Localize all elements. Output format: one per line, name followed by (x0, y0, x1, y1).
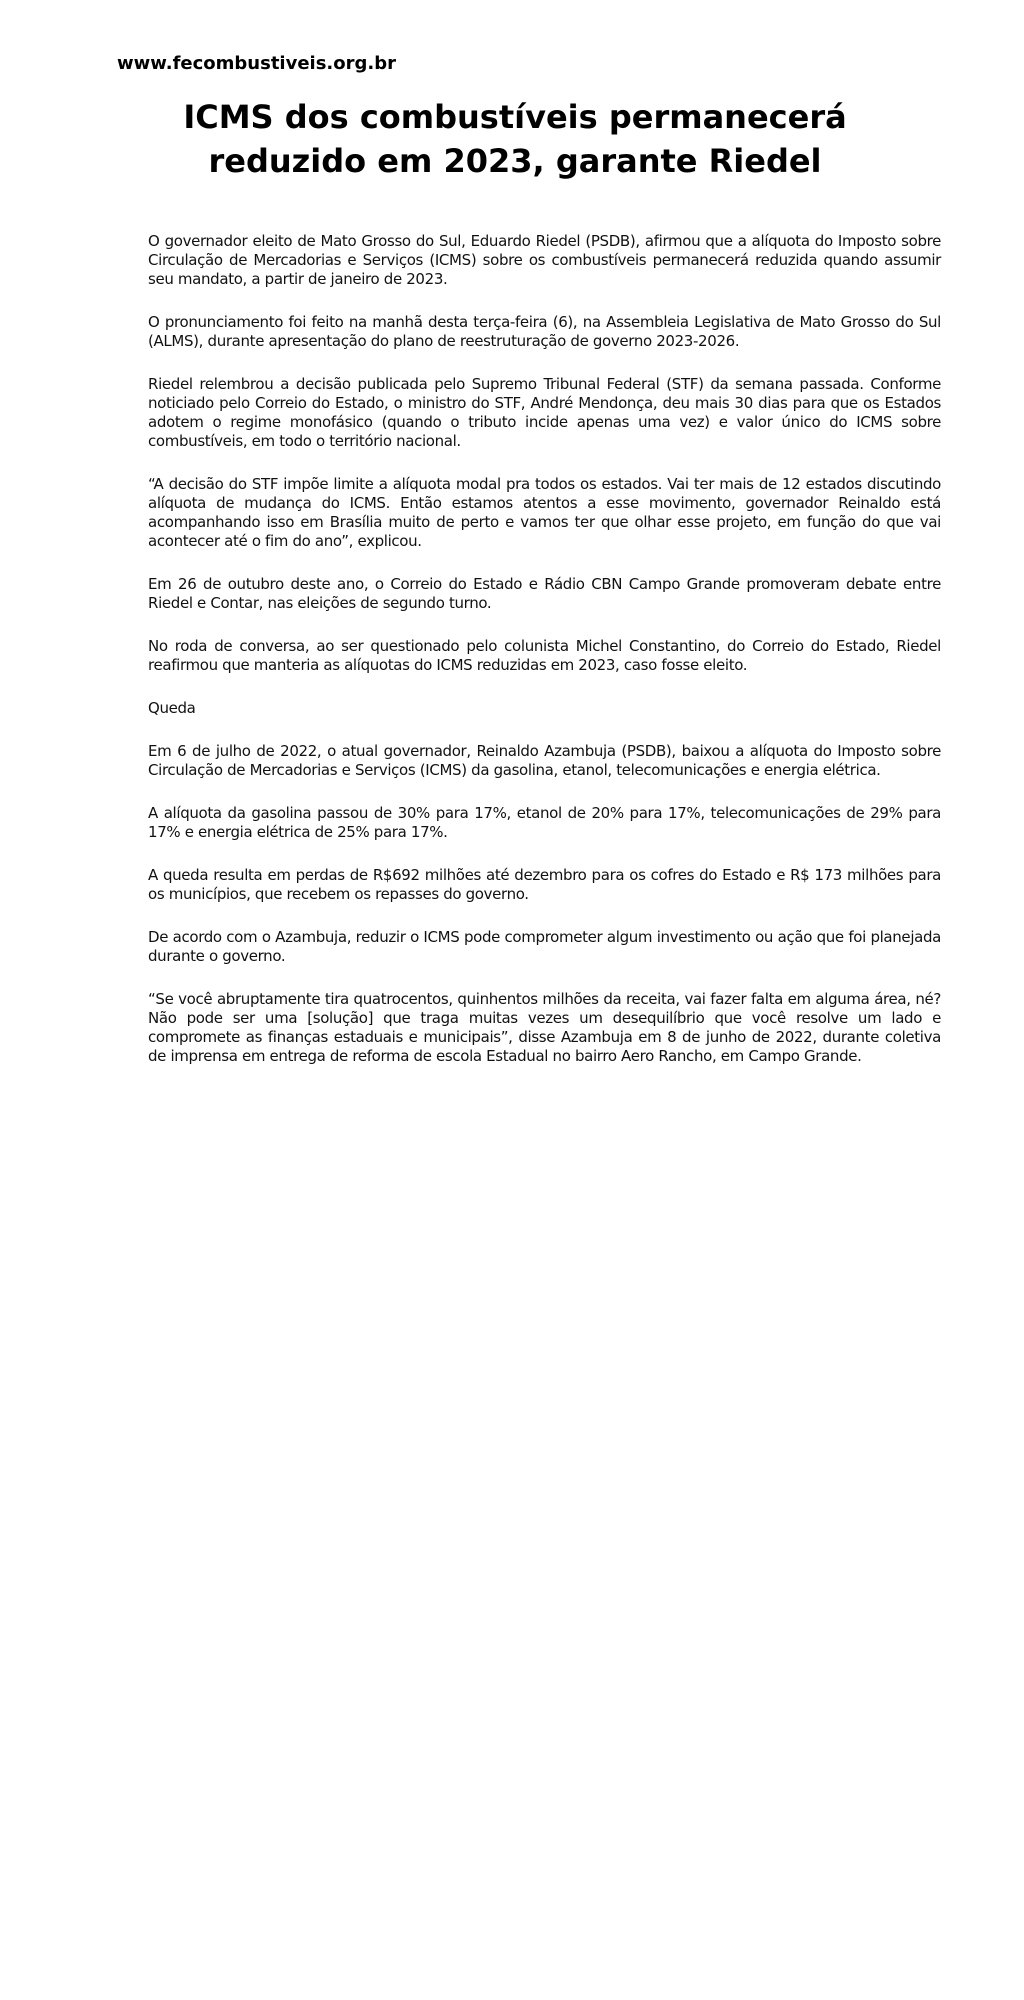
article-paragraph: A alíquota da gasolina passou de 30% para 17%, etanol de 20% para 17%, telecomunicações de 29% para 17% e energia elétrica de 25% para 17%. (148, 804, 941, 841)
article-paragraph: De acordo com o Azambuja, reduzir o ICMS pode comprometer algum investimento ou ação que foi planejada durante o governo. (148, 928, 941, 965)
article-paragraph: Em 26 de outubro deste ano, o Correio do Estado e Rádio CBN Campo Grande promoveram debate entre Riedel e Contar, nas eleições de segundo turno. (148, 575, 941, 612)
article-paragraph: Riedel relembrou a decisão publicada pelo Supremo Tribunal Federal (STF) da semana passada. Conforme noticiado pelo Correio do Estado, o ministro do STF, André Mendonça, deu mais 30 dias para que os Estados adotem o regime monofásico (quando o tributo incide apenas uma vez) e valor único do ICMS sobre combustíveis, em todo o território nacional. (148, 375, 941, 450)
site-url: www.fecombustiveis.org.br (117, 53, 396, 74)
article-quote: “A decisão do STF impõe limite a alíquota modal pra todos os estados. Vai ter mais de 12 estados discutindo alíquota de mudança do ICMS. Então estamos atentos a esse movimento, governador Reinaldo está acompanhando isso em Brasília muito de perto e vamos ter que olhar esse projeto, em função do que vai acontecer até o fim do ano”, explicou. (148, 475, 941, 550)
article-paragraph: A queda resulta em perdas de R$692 milhões até dezembro para os cofres do Estado e R$ 173 milhões para os municípios, que recebem os repasses do governo. (148, 866, 941, 903)
article-paragraph: O governador eleito de Mato Grosso do Sul, Eduardo Riedel (PSDB), afirmou que a alíquota do Imposto sobre Circulação de Mercadorias e Serviços (ICMS) sobre os combustíveis permanecerá reduzida quando assumir seu mandato, a partir de janeiro de 2023. (148, 232, 941, 288)
article-paragraph: Em 6 de julho de 2022, o atual governador, Reinaldo Azambuja (PSDB), baixou a alíquota do Imposto sobre Circulação de Mercadorias e Serviços (ICMS) da gasolina, etanol, telecomunicações e energia elétrica. (148, 742, 941, 779)
article-body (148, 232, 941, 1090)
article-quote: “Se você abruptamente tira quatrocentos, quinhentos milhões da receita, vai fazer falta em alguma área, né? Não pode ser uma [solução] que traga muitas vezes um desequilíbrio que você resolve um lado e compromete as finanças estaduais e municipais”, disse Azambuja em 8 de junho de 2022, durante coletiva de imprensa em entrega de reforma de escola Estadual no bairro Aero Rancho, em Campo Grande. (148, 990, 941, 1065)
article-paragraph: O pronunciamento foi feito na manhã desta terça-feira (6), na Assembleia Legislativa de Mato Grosso do Sul (ALMS), durante apresentação do plano de reestruturação de governo 2023-2026. (148, 313, 941, 350)
page-title: ICMS dos combustíveis permanecerá reduzido em 2023, garante Riedel (183, 98, 847, 180)
article-paragraph: No roda de conversa, ao ser questionado pelo colunista Michel Constantino, do Correio do Estado, Riedel reafirmou que manteria as alíquotas do ICMS reduzidas em 2023, caso fosse eleito. (148, 637, 941, 674)
section-subheading: Queda (148, 699, 196, 717)
